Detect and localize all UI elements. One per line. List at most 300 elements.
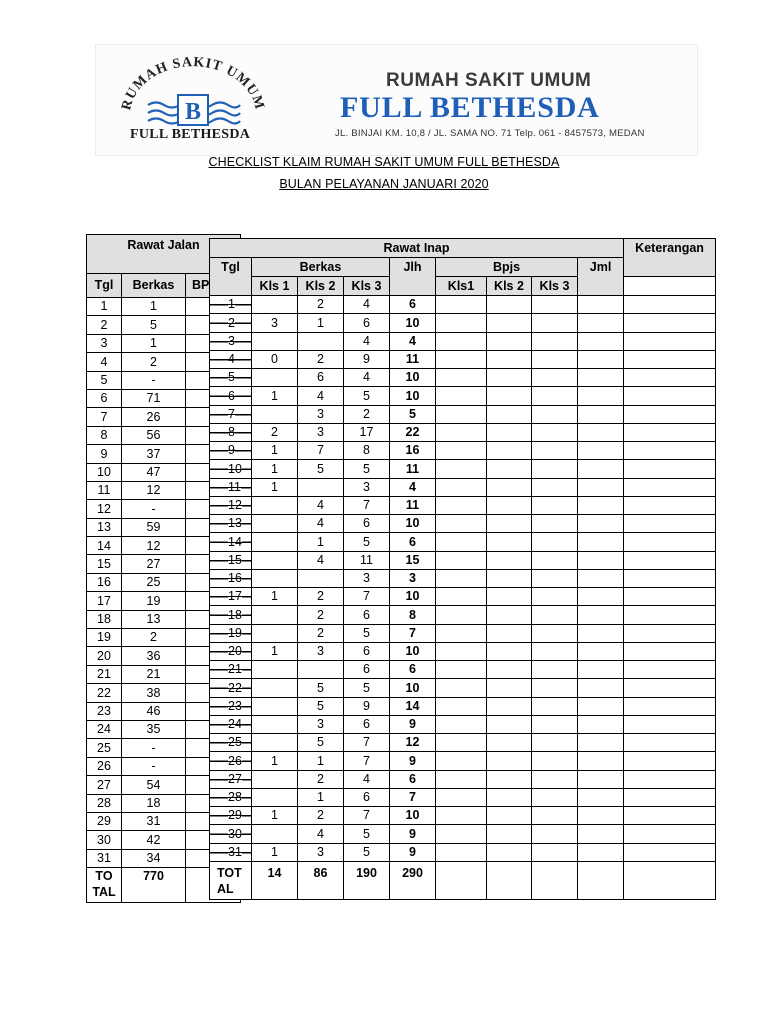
ri-tgl-cell xyxy=(210,734,252,752)
ri-jlh-cell: 10 xyxy=(390,314,436,332)
ri-tgl-value: 28 xyxy=(228,790,242,805)
ri-bpjs-cell xyxy=(436,515,487,533)
rj-berkas-cell: 31 xyxy=(122,812,186,830)
ri-tgl-cell xyxy=(210,752,252,770)
ri-berkas-kls3: Kls 3 xyxy=(344,277,390,296)
ri-kls3-cell: 5 xyxy=(344,533,390,551)
ri-bpjs-kls3: Kls 3 xyxy=(532,277,578,296)
ri-bpjs-cell xyxy=(487,405,532,423)
ri-bpjs-cell xyxy=(578,770,624,788)
ri-jlh-cell: 10 xyxy=(390,588,436,606)
ri-tgl-value: 12 xyxy=(228,498,242,513)
ri-total-cell xyxy=(487,861,532,899)
ri-bpjs-cell xyxy=(578,752,624,770)
ri-tgl-value: 7 xyxy=(228,406,235,421)
ri-table-row xyxy=(210,314,716,332)
ri-tgl-cell xyxy=(210,715,252,733)
ri-bpjs-cell xyxy=(532,515,578,533)
rj-tgl-cell: 24 xyxy=(87,720,122,738)
rj-berkas-cell: 34 xyxy=(122,849,186,867)
rj-tgl-cell: 30 xyxy=(87,831,122,849)
ri-bpjs-cell xyxy=(578,642,624,660)
ri-kls2-cell: 1 xyxy=(298,314,344,332)
ri-keterangan-cell xyxy=(624,588,716,606)
rj-berkas-cell: 12 xyxy=(122,537,186,555)
ri-kls1-cell xyxy=(252,715,298,733)
ri-table-row xyxy=(210,770,716,788)
rj-tgl-cell: 6 xyxy=(87,389,122,407)
ri-kls2-cell: 1 xyxy=(298,788,344,806)
rawat-inap-header: Rawat Inap xyxy=(210,239,624,258)
ri-kls3-cell: 2 xyxy=(344,405,390,423)
ri-kls2-cell xyxy=(298,478,344,496)
ri-kls2-cell: 2 xyxy=(298,588,344,606)
ri-bpjs-cell xyxy=(578,788,624,806)
ri-tgl-value: 4 xyxy=(228,352,235,367)
ri-jlh-cell: 4 xyxy=(390,332,436,350)
ri-tgl-value: 22 xyxy=(228,680,242,695)
rj-tgl-cell: 21 xyxy=(87,665,122,683)
ri-bpjs-cell xyxy=(578,350,624,368)
ri-kls2-cell: 2 xyxy=(298,296,344,314)
ri-bpjs-cell xyxy=(487,569,532,587)
ri-keterangan-cell xyxy=(624,314,716,332)
rj-tgl-cell: 4 xyxy=(87,353,122,371)
ri-kls2-cell: 4 xyxy=(298,387,344,405)
ri-kls1-cell xyxy=(252,679,298,697)
rj-tgl-cell: 31 xyxy=(87,849,122,867)
ri-keterangan-cell xyxy=(624,423,716,441)
ri-tgl-value: 26 xyxy=(228,753,242,768)
rj-tgl-cell: 3 xyxy=(87,334,122,352)
rj-berkas-cell: 59 xyxy=(122,518,186,536)
rj-berkas-cell: 25 xyxy=(122,573,186,591)
ri-tgl-cell xyxy=(210,314,252,332)
ri-bpjs-cell xyxy=(436,387,487,405)
ri-kls1-cell: 1 xyxy=(252,752,298,770)
ri-tgl-value: 24 xyxy=(228,717,242,732)
hospital-logo-icon xyxy=(118,53,268,133)
ri-table-row xyxy=(210,807,716,825)
ri-bpjs-cell xyxy=(436,697,487,715)
rj-tgl-cell: 20 xyxy=(87,647,122,665)
ri-bpjs-cell xyxy=(578,460,624,478)
rj-berkas-cell: 1 xyxy=(122,298,186,316)
rj-berkas-cell: 2 xyxy=(122,629,186,647)
logo-mark: B xyxy=(184,99,202,125)
ri-jlh-cell: 14 xyxy=(390,697,436,715)
ri-bpjs-cell xyxy=(487,350,532,368)
ri-tgl-cell xyxy=(210,478,252,496)
ri-table-row xyxy=(210,296,716,314)
ri-keterangan-cell xyxy=(624,350,716,368)
ri-jlh-cell: 10 xyxy=(390,679,436,697)
ri-kls1-cell xyxy=(252,606,298,624)
rj-berkas-cell: - xyxy=(122,739,186,757)
ri-keterangan-cell xyxy=(624,533,716,551)
ri-kls1-cell: 1 xyxy=(252,387,298,405)
ri-kls1-cell: 1 xyxy=(252,442,298,460)
ri-bpjs-cell xyxy=(436,606,487,624)
ri-keterangan-cell xyxy=(624,332,716,350)
rj-berkas-cell: - xyxy=(122,371,186,389)
rj-berkas-cell: 21 xyxy=(122,665,186,683)
ri-table-row xyxy=(210,661,716,679)
rj-berkas-cell: 36 xyxy=(122,647,186,665)
ri-bpjs-cell xyxy=(436,405,487,423)
ri-bpjs-cell xyxy=(578,606,624,624)
ri-kls3-cell: 5 xyxy=(344,624,390,642)
ri-jlh-cell: 9 xyxy=(390,843,436,861)
rj-tgl-cell: 8 xyxy=(87,426,122,444)
ri-kls2-cell: 3 xyxy=(298,843,344,861)
ri-jlh-cell: 3 xyxy=(390,569,436,587)
ri-table-row xyxy=(210,442,716,460)
ri-jlh-cell: 9 xyxy=(390,825,436,843)
rj-tgl-cell: 18 xyxy=(87,610,122,628)
ri-bpjs-cell xyxy=(578,515,624,533)
ri-kls1-cell: 1 xyxy=(252,478,298,496)
ri-tgl-cell xyxy=(210,770,252,788)
ri-bpjs-cell xyxy=(578,387,624,405)
ri-table-row xyxy=(210,606,716,624)
rj-tgl-cell: 26 xyxy=(87,757,122,775)
ri-bpjs-cell xyxy=(532,423,578,441)
ri-jlh-cell: 4 xyxy=(390,478,436,496)
ri-bpjs-cell xyxy=(436,551,487,569)
ri-kls3-cell: 9 xyxy=(344,350,390,368)
ri-keterangan-cell xyxy=(624,734,716,752)
ri-tgl-value: 19 xyxy=(228,625,242,640)
ri-table-row xyxy=(210,679,716,697)
ri-table-row xyxy=(210,460,716,478)
ri-kls2-cell: 4 xyxy=(298,551,344,569)
rj-berkas-cell: 1 xyxy=(122,334,186,352)
ri-tgl-cell xyxy=(210,551,252,569)
ri-kls2-cell: 3 xyxy=(298,715,344,733)
rj-berkas-cell: 46 xyxy=(122,702,186,720)
ri-keterangan-cell xyxy=(624,496,716,514)
ri-tgl-value: 8 xyxy=(228,425,235,440)
ri-tgl-cell xyxy=(210,460,252,478)
ri-kls3-cell: 5 xyxy=(344,460,390,478)
ri-tgl-cell xyxy=(210,442,252,460)
ri-bpjs-cell xyxy=(487,496,532,514)
ri-bpjs-cell xyxy=(436,369,487,387)
ri-bpjs-cell xyxy=(578,314,624,332)
ri-bpjs-cell xyxy=(436,788,487,806)
ri-kls2-cell: 1 xyxy=(298,752,344,770)
rj-tgl-cell: 9 xyxy=(87,445,122,463)
ri-jlh-cell: 9 xyxy=(390,715,436,733)
ri-bpjs-cell xyxy=(532,697,578,715)
rj-berkas-cell: 12 xyxy=(122,481,186,499)
ri-bpjs-cell xyxy=(487,588,532,606)
letterhead-title-line1: RUMAH SAKIT UMUM xyxy=(386,70,592,91)
ri-keterangan-cell xyxy=(624,807,716,825)
ri-jlh-cell: 11 xyxy=(390,350,436,368)
ri-jlh-cell: 6 xyxy=(390,770,436,788)
ri-jlh-cell: 6 xyxy=(390,661,436,679)
ri-tgl-value: 17 xyxy=(228,589,242,604)
ri-table-row xyxy=(210,423,716,441)
ri-jlh-cell: 15 xyxy=(390,551,436,569)
ri-bpjs-cell xyxy=(436,825,487,843)
ri-table-row xyxy=(210,478,716,496)
ri-bpjs-cell xyxy=(578,405,624,423)
ri-bpjs-cell xyxy=(532,296,578,314)
ri-bpjs-cell xyxy=(578,369,624,387)
keterangan-sub xyxy=(624,277,716,296)
ri-bpjs-cell xyxy=(436,661,487,679)
ri-kls1-cell xyxy=(252,551,298,569)
ri-kls2-cell: 3 xyxy=(298,423,344,441)
ri-keterangan-cell xyxy=(624,387,716,405)
ri-table-row xyxy=(210,825,716,843)
ri-bpjs-cell xyxy=(487,770,532,788)
ri-kls3-cell: 8 xyxy=(344,442,390,460)
ri-kls2-cell: 7 xyxy=(298,442,344,460)
ri-kls3-cell: 5 xyxy=(344,387,390,405)
rj-tgl-cell: 2 xyxy=(87,316,122,334)
ri-bpjs-cell xyxy=(578,332,624,350)
ri-kls3-cell: 6 xyxy=(344,715,390,733)
ri-bpjs-cell xyxy=(436,569,487,587)
ri-bpjs-cell xyxy=(487,624,532,642)
rj-total-label-2: TAL xyxy=(92,885,116,900)
rj-berkas-cell: 13 xyxy=(122,610,186,628)
ri-table-row xyxy=(210,715,716,733)
ri-bpjs-cell xyxy=(578,588,624,606)
rj-col-tgl: Tgl xyxy=(87,274,122,298)
ri-bpjs-cell xyxy=(436,624,487,642)
ri-table-row xyxy=(210,332,716,350)
ri-bpjs-cell xyxy=(578,734,624,752)
ri-kls1-cell xyxy=(252,496,298,514)
ri-table-row xyxy=(210,387,716,405)
ri-bpjs-cell xyxy=(436,496,487,514)
ri-bpjs-cell xyxy=(487,807,532,825)
ri-tgl-value: 1 xyxy=(228,297,235,312)
ri-keterangan-cell xyxy=(624,515,716,533)
ri-keterangan-cell xyxy=(624,606,716,624)
ri-kls1-cell xyxy=(252,332,298,350)
rj-tgl-cell: 19 xyxy=(87,629,122,647)
ri-tgl-value: 27 xyxy=(228,771,242,786)
ri-kls1-cell xyxy=(252,825,298,843)
ri-bpjs-cell xyxy=(487,332,532,350)
ri-kls3-cell: 6 xyxy=(344,642,390,660)
ri-table-row xyxy=(210,533,716,551)
ri-kls3-cell: 4 xyxy=(344,332,390,350)
ri-tgl-value: 14 xyxy=(228,534,242,549)
ri-bpjs-cell xyxy=(532,715,578,733)
ri-keterangan-cell xyxy=(624,752,716,770)
rj-berkas-cell: 71 xyxy=(122,389,186,407)
ri-jlh-cell: 9 xyxy=(390,752,436,770)
ri-jlh-cell: 12 xyxy=(390,734,436,752)
rj-berkas-cell: - xyxy=(122,757,186,775)
ri-kls1-cell xyxy=(252,515,298,533)
ri-kls3-cell: 4 xyxy=(344,770,390,788)
ri-bpjs-cell xyxy=(532,624,578,642)
ri-bpjs-cell xyxy=(532,478,578,496)
ri-table-row xyxy=(210,624,716,642)
ri-tgl-cell xyxy=(210,423,252,441)
ri-keterangan-cell xyxy=(624,715,716,733)
ri-bpjs-cell xyxy=(532,551,578,569)
rj-berkas-cell: 54 xyxy=(122,776,186,794)
ri-tgl-value: 9 xyxy=(228,443,235,458)
ri-kls3-cell: 17 xyxy=(344,423,390,441)
ri-bpjs-cell xyxy=(532,752,578,770)
ri-kls3-cell: 7 xyxy=(344,588,390,606)
rj-tgl-cell: 1 xyxy=(87,298,122,316)
ri-bpjs-cell xyxy=(487,788,532,806)
ri-jlh-cell: 10 xyxy=(390,807,436,825)
ri-tgl-cell xyxy=(210,825,252,843)
ri-table-row xyxy=(210,752,716,770)
ri-jlh-cell: 16 xyxy=(390,442,436,460)
rj-tgl-cell: 29 xyxy=(87,812,122,830)
ri-total-cell xyxy=(436,861,487,899)
ri-bpjs-cell xyxy=(487,606,532,624)
ri-kls1-cell xyxy=(252,569,298,587)
ri-kls3-cell: 5 xyxy=(344,843,390,861)
ri-bpjs-cell xyxy=(532,825,578,843)
ri-total-kls3: 190 xyxy=(344,861,390,899)
ri-tgl-cell xyxy=(210,697,252,715)
ri-kls1-cell: 1 xyxy=(252,843,298,861)
ri-jlh-cell: 6 xyxy=(390,533,436,551)
ri-berkas-kls2: Kls 2 xyxy=(298,277,344,296)
ri-tgl-value: 3 xyxy=(228,333,235,348)
ri-kls2-cell: 1 xyxy=(298,533,344,551)
ri-bpjs-cell xyxy=(487,843,532,861)
rj-berkas-cell: 5 xyxy=(122,316,186,334)
ri-jlh-cell: 7 xyxy=(390,624,436,642)
ri-kls2-cell: 4 xyxy=(298,496,344,514)
ri-keterangan-cell xyxy=(624,296,716,314)
ri-tgl-value: 21 xyxy=(228,662,242,677)
ri-kls2-cell: 4 xyxy=(298,515,344,533)
ri-bpjs-cell xyxy=(578,478,624,496)
ri-tgl-cell xyxy=(210,569,252,587)
rawat-inap-table xyxy=(209,238,716,900)
ri-bpjs-cell xyxy=(487,752,532,770)
ri-bpjs-cell xyxy=(436,588,487,606)
logo-subtitle: FULL BETHESDA xyxy=(130,127,251,142)
rj-tgl-cell: 27 xyxy=(87,776,122,794)
ri-tgl-cell xyxy=(210,679,252,697)
ri-table-row xyxy=(210,551,716,569)
ri-total-label-1: TOT xyxy=(217,865,242,880)
ri-bpjs-cell xyxy=(436,843,487,861)
ri-keterangan-cell xyxy=(624,369,716,387)
ri-kls1-cell xyxy=(252,734,298,752)
ri-kls1-cell: 2 xyxy=(252,423,298,441)
ri-tgl-value: 2 xyxy=(228,315,235,330)
ri-bpjs-cell xyxy=(487,661,532,679)
ri-bpjs-cell xyxy=(487,296,532,314)
ri-keterangan-cell xyxy=(624,770,716,788)
ri-tgl-cell xyxy=(210,350,252,368)
ri-kls2-cell: 2 xyxy=(298,770,344,788)
ri-bpjs-cell xyxy=(532,387,578,405)
letterhead-address: JL. BINJAI KM. 10,8 / JL. SAMA NO. 71 Telp. 061 - 8457573, MEDAN xyxy=(335,128,645,139)
ri-tgl-value: 5 xyxy=(228,370,235,385)
ri-kls1-cell xyxy=(252,624,298,642)
rj-tgl-cell: 16 xyxy=(87,573,122,591)
ri-tgl-cell xyxy=(210,843,252,861)
ri-jlh-cell: 7 xyxy=(390,788,436,806)
rj-col-bp: BP xyxy=(186,274,241,298)
rj-berkas-cell: - xyxy=(122,500,186,518)
ri-bpjs-kls1: Kls1 xyxy=(436,277,487,296)
ri-kls1-cell xyxy=(252,770,298,788)
ri-kls1-cell xyxy=(252,788,298,806)
rj-berkas-cell: 56 xyxy=(122,426,186,444)
ri-bpjs-cell xyxy=(578,569,624,587)
rj-tgl-cell: 25 xyxy=(87,739,122,757)
ri-kls3-cell: 6 xyxy=(344,661,390,679)
ri-table-row xyxy=(210,569,716,587)
letterhead xyxy=(95,44,698,156)
ri-bpjs-cell xyxy=(532,332,578,350)
ri-table-row xyxy=(210,405,716,423)
ri-kls2-cell: 5 xyxy=(298,679,344,697)
ri-bpjs-cell xyxy=(487,679,532,697)
rj-total-label-1: TO xyxy=(95,869,113,884)
ri-kls2-cell: 2 xyxy=(298,624,344,642)
ri-tgl-cell xyxy=(210,332,252,350)
rj-tgl-cell: 15 xyxy=(87,555,122,573)
rj-total-label xyxy=(87,868,122,903)
ri-col-bpjs: Bpjs xyxy=(436,258,578,277)
ri-bpjs-cell xyxy=(436,423,487,441)
ri-kls2-cell: 3 xyxy=(298,642,344,660)
ri-keterangan-cell xyxy=(624,642,716,660)
ri-bpjs-cell xyxy=(487,715,532,733)
ri-jlh-cell: 5 xyxy=(390,405,436,423)
ri-tgl-cell xyxy=(210,496,252,514)
ri-bpjs-cell xyxy=(532,734,578,752)
ri-keterangan-cell xyxy=(624,551,716,569)
rj-berkas-cell: 2 xyxy=(122,353,186,371)
ri-bpjs-cell xyxy=(487,642,532,660)
ri-bpjs-kls2: Kls 2 xyxy=(487,277,532,296)
ri-kls1-cell xyxy=(252,405,298,423)
rj-berkas-cell: 18 xyxy=(122,794,186,812)
ri-bpjs-cell xyxy=(487,423,532,441)
ri-kls3-cell: 6 xyxy=(344,314,390,332)
ri-kls1-cell xyxy=(252,369,298,387)
ri-kls1-cell xyxy=(252,296,298,314)
ri-table-row xyxy=(210,697,716,715)
ri-kls3-cell: 11 xyxy=(344,551,390,569)
ri-bpjs-cell xyxy=(436,296,487,314)
ri-keterangan-cell xyxy=(624,460,716,478)
ri-kls3-cell: 9 xyxy=(344,697,390,715)
ri-tgl-cell xyxy=(210,533,252,551)
ri-col-berkas: Berkas xyxy=(252,258,390,277)
ri-total-cell xyxy=(532,861,578,899)
ri-bpjs-cell xyxy=(532,642,578,660)
ri-kls3-cell: 5 xyxy=(344,825,390,843)
ri-total-label-2: AL xyxy=(217,882,234,896)
ri-table-row xyxy=(210,588,716,606)
ri-kls1-cell xyxy=(252,697,298,715)
